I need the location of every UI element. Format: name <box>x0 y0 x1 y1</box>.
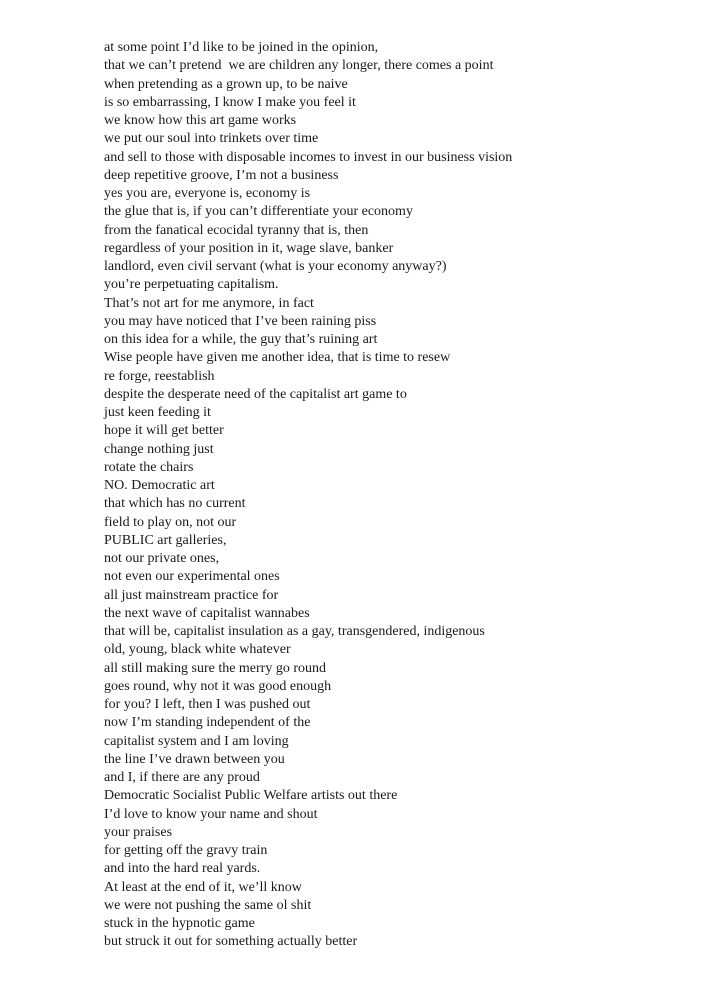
poem-line: we were not pushing the same ol shit <box>104 897 312 913</box>
poem-line: we know how this art game works <box>104 113 297 128</box>
poem-line: all just mainstream practice for <box>104 587 279 603</box>
poem-line: capitalist system and I am loving <box>104 733 289 749</box>
poem-line: landlord, even civil servant (what is your economy anyway?) <box>104 259 447 274</box>
poem-line: not even our experimental ones <box>104 569 280 585</box>
poem-line: rotate the chairs <box>104 459 194 475</box>
poem-line: the line I’ve drawn between you <box>104 751 285 767</box>
poem-line: and I, if there are any proud <box>104 770 260 785</box>
poem-line: from the fanatical ecocidal tyranny that is, then <box>104 222 369 238</box>
poem-line: you may have noticed that I’ve been raining piss <box>104 313 377 329</box>
poem-line: NO. Democratic art <box>104 478 215 493</box>
poem-line: on this idea for a while, the guy that’s ruining art <box>104 332 378 347</box>
poem-line: re forge, reestablish <box>104 368 215 384</box>
poem-line: and into the hard real yards. <box>104 861 261 877</box>
poem-line: regardless of your position in it, wage slave, banker <box>104 240 394 256</box>
poem-line: you’re perpetuating capitalism. <box>104 277 279 293</box>
poem-line: just keen feeding it <box>104 405 211 420</box>
poem-line: field to play on, not our <box>104 514 237 530</box>
poem-line: now I’m standing independent of the <box>104 715 311 731</box>
poem-line: That’s not art for me anymore, in fact <box>104 295 314 311</box>
poem-line: that will be, capitalist insulation as a gay, transgendered, indigenous <box>104 624 485 639</box>
poem-line: and sell to those with disposable incomes to invest in our business vision <box>104 149 513 165</box>
poem-line: goes round, why not it was good enough <box>104 678 332 694</box>
poem-line: we put our soul into trinkets over time <box>104 131 319 147</box>
poem-line: that which has no current <box>104 496 246 512</box>
poem-line: hope it will get better <box>104 423 224 439</box>
poem-line: the next wave of capitalist wannabes <box>104 605 310 621</box>
poem-line: that we can’t pretend we are children any longer, there comes a point <box>104 58 494 74</box>
poem-line: Democratic Socialist Public Welfare artists out there <box>104 788 398 804</box>
poem-line: deep repetitive groove, I’m not a business <box>104 167 339 183</box>
poem-line: your praises <box>104 824 173 840</box>
poem-line: change nothing just <box>104 441 214 457</box>
poem-text <box>104 39 694 952</box>
poem-line: yes you are, everyone is, economy is <box>104 186 311 201</box>
poem-line: for getting off the gravy train <box>104 843 268 858</box>
poem-line: PUBLIC art galleries, <box>104 532 227 548</box>
poem-line: when pretending as a grown up, to be naive <box>104 76 348 92</box>
poem-line: Wise people have given me another idea, that is time to resew <box>104 350 451 366</box>
poem-line: not our private ones, <box>104 551 220 566</box>
poem-line: I’d love to know your name and shout <box>104 806 318 822</box>
poem-line: At least at the end of it, we’ll know <box>104 879 302 895</box>
poem-line: for you? I left, then I was pushed out <box>104 697 311 712</box>
poem-line: all still making sure the merry go round <box>104 660 327 676</box>
poem-line: is so embarrassing, I know I make you feel it <box>104 94 356 110</box>
poem-line: but struck it out for something actually better <box>104 934 358 950</box>
poem-line: at some point I’d like to be joined in the opinion, <box>104 40 379 55</box>
poem-line: old, young, black white whatever <box>104 642 291 658</box>
poem-line: stuck in the hypnotic game <box>104 916 255 931</box>
poem-line: despite the desperate need of the capitalist art game to <box>104 386 407 402</box>
poem-line: the glue that is, if you can’t differentiate your economy <box>104 204 413 220</box>
